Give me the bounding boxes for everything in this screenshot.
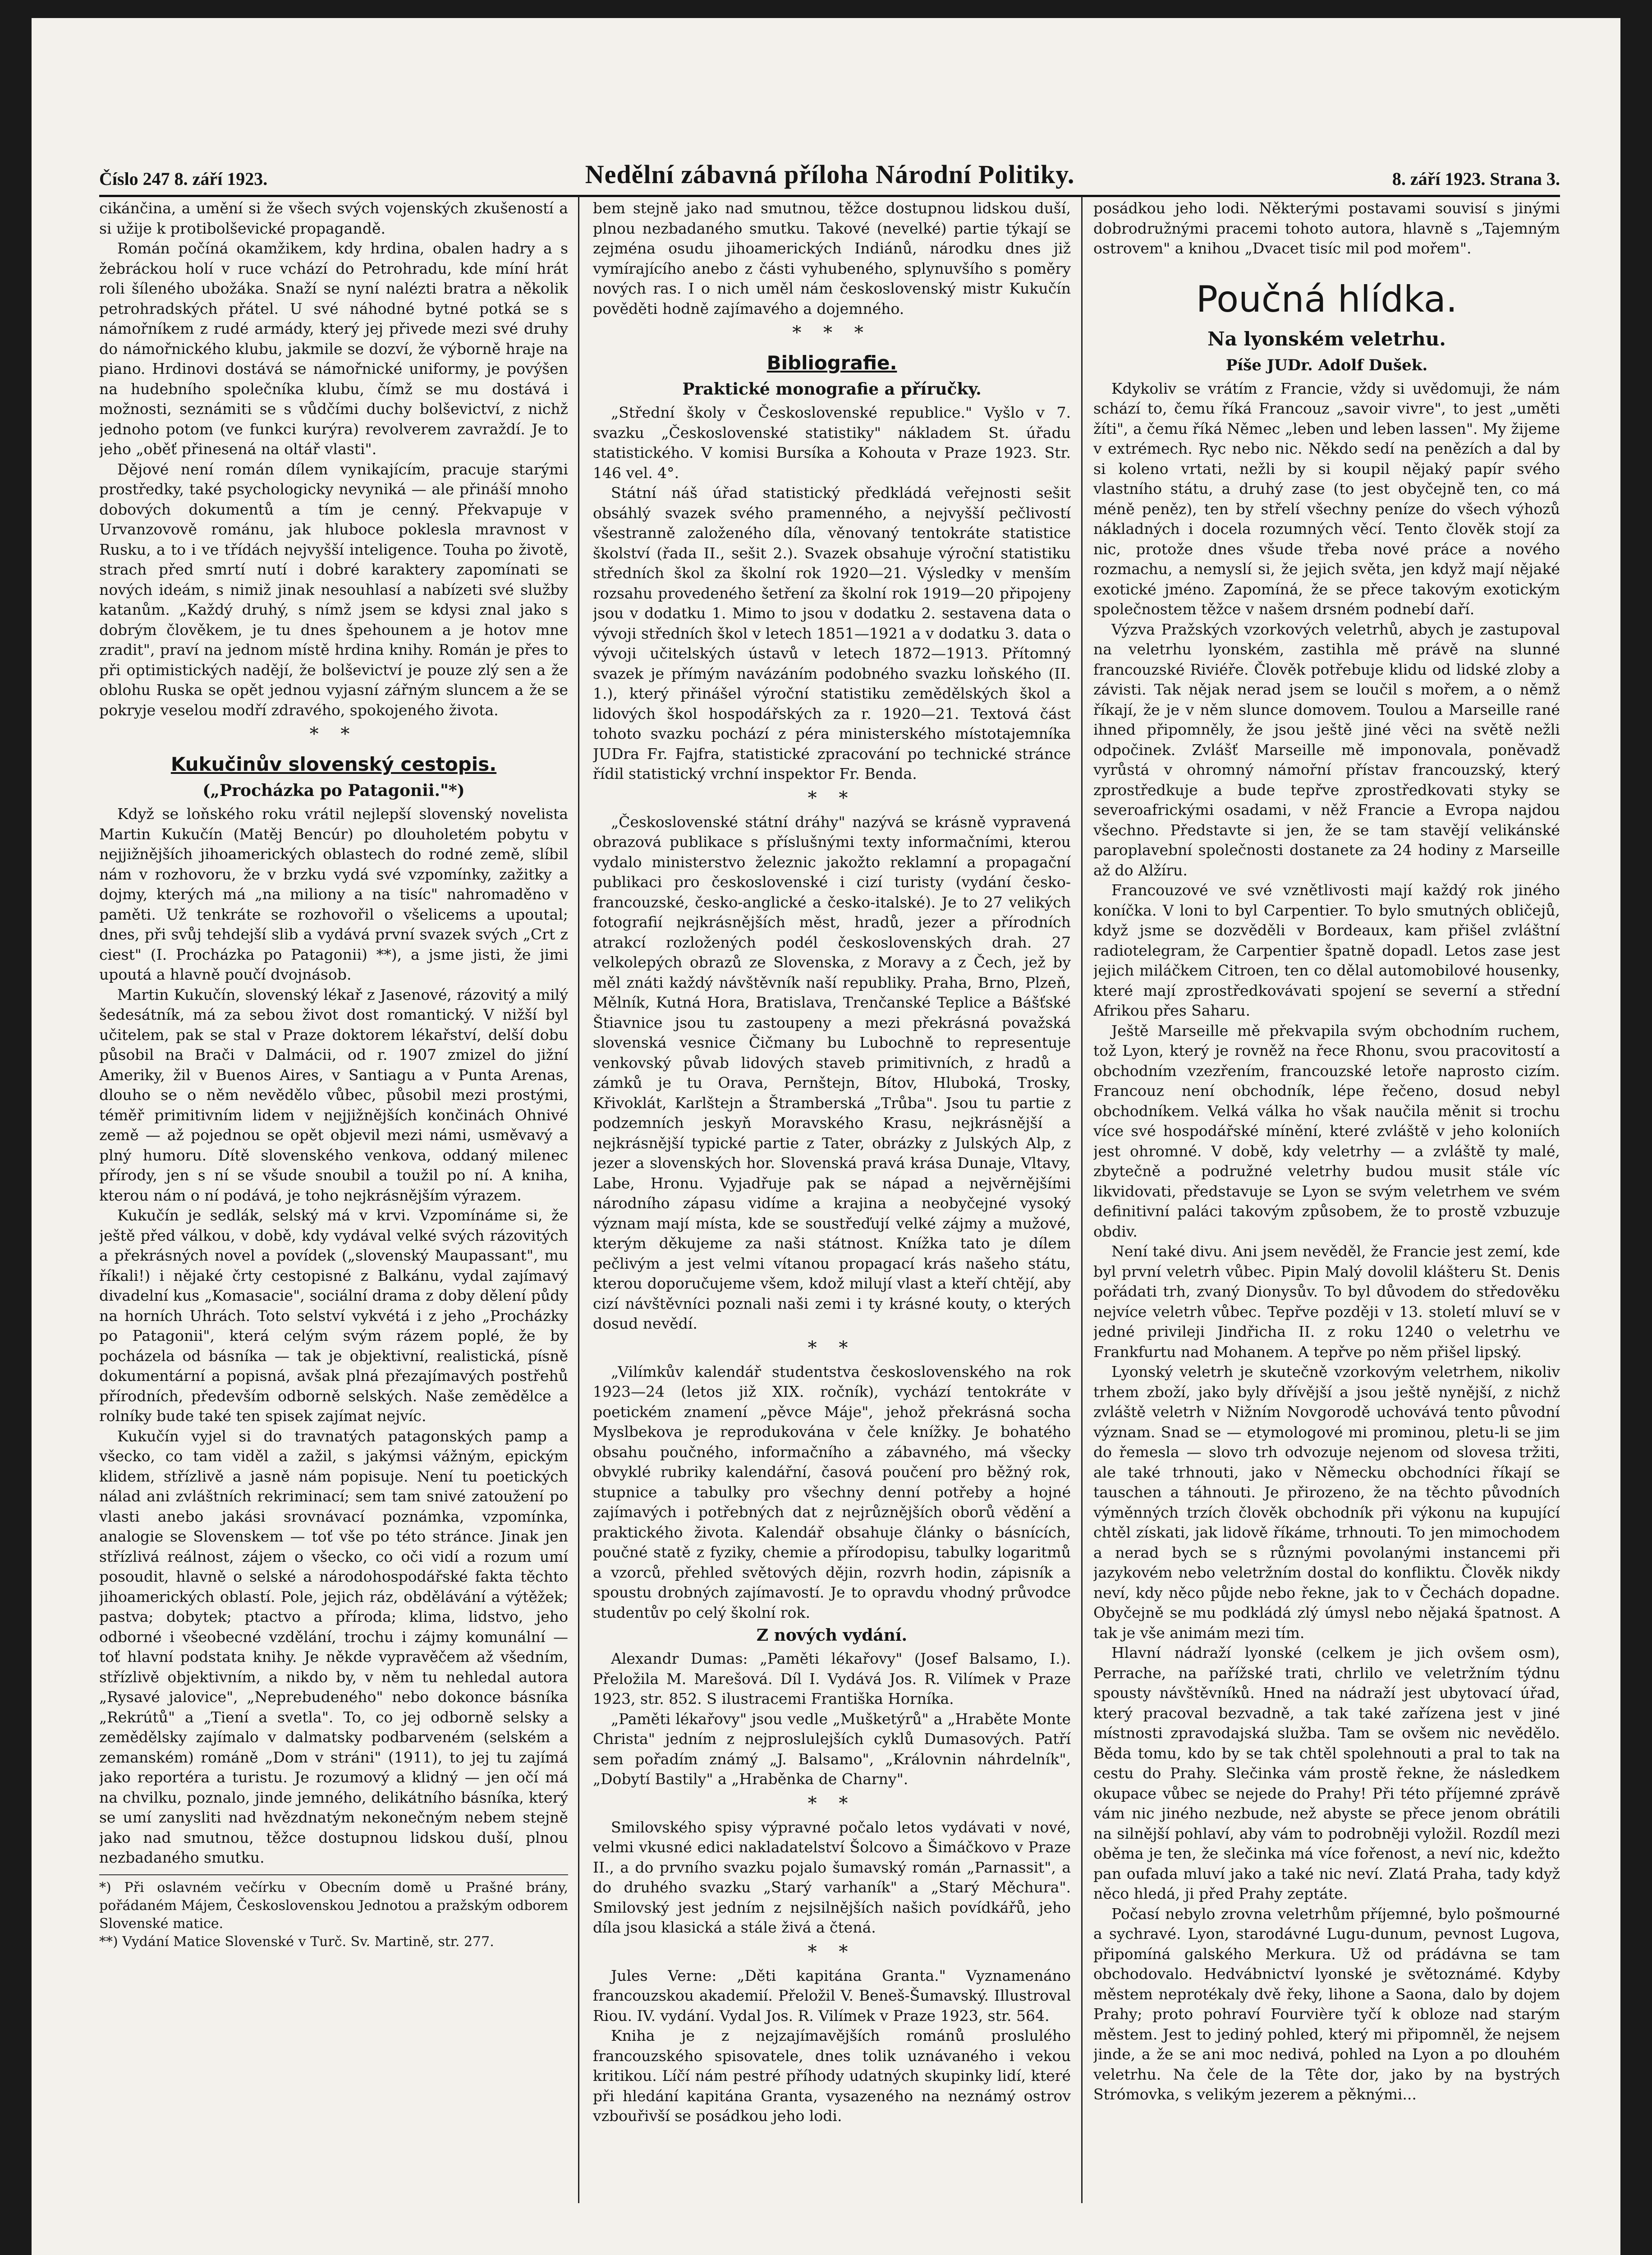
paragraph: Kniha je z nejzajímavějších románů proslulého francouzského spisovatele, dnes tolik uznávaného i vekou kritikou. Líčí nám pestré příhody udatných skupinky lidí, které při hledání kapitána Granta, vysazeného na neznámý ostrov vzbouřivší se posádkou jeho lodi. [593,2027,1071,2125]
paragraph: Kukučín vyjel si do travnatých patagonských pamp a všecko, co tam viděl a zažil, s jakýmsi vážným, epickým klidem, střízlivě a jasně nám popisuje. Není tu poetických nálad ani zvláštních rekriminací; sem tam snivé zatoužení po vlasti anebo jakási srovnávací poznámka, vzpomínka, analogie se Slovenskem — toť vše po této stránce. Jinak jen střízlivá reálnost, zájem o všecko, co oči vidí a rozum umí posoudit, hlavně o selské a národohospodářské fakta těchto jihoamerických oblastí. Pole, jejich ráz, obdělávání a výtěžek; pastva; dobytek; ptactvo a příroda; klima, lidstvo, jeho odborné i všeobecné vzdělání, trochu i zájmy komunální — toť hlavní podstata knihy. Je někde vypravěčem až všedním, střízlivě objektivním, a nikdo by, v něm tu nehledal autora „Rysavé jalovice", „Neprebudeného" nebo dokonce básníka „Rekrútů" a „Tiení a svetla". To, co jej odborně selsky a zemědělsky zajímalo v dalmatsky podbarveném (selském a zemanském) románě „Dom v stráni" (1911), to jej tu zajímá jako reportéra a turistu. Je rozumový a klidný — jen očí má na chvilku, poznalo, jinde jemného, delikátního básníka, který se umí zanysliti nad hvězdnatým nekonečným nebem stejně jako nad smutnou, těžce dostupnou lidskou duší, plnou nezbadaného smutku. [99,1427,568,1866]
footnotes [99,1874,568,1951]
paragraph: bem stejně jako nad smutnou, těžce dostupnou lidskou duší, plnou nezbadaného smutku. Takové (nevelké) partie týkají se zejména osudu jihoamerických Indiánů, národku dnes již vymírajícího anebo z části vyhubeného, splynuvšího s poměry nových ras. I o nich uměl nám československý mistr Kukučín pověděti hodně zajímavého a dojemného. [593,199,1071,318]
article-author: Píše JUDr. Adolf Dušek. [1225,356,1428,374]
paragraph: Román počíná okamžikem, kdy hrdina, obalen hadry a s žebráckou holí v ruce vchází do Petrohradu, kde míní hrát roli šíleného ubožáka. Snaží se nyní nalézti bratra a několik petrohradských přátel. U své náhodné bytné potká se s námořníkem z rudé armády, který jej přivede mezi své druhy do námořnického klubu, jakmile se dozví, že výborně hraje na piano. Hrdinovi dostává se námořnické uniformy, je povýšen na hudebního společníka klubu, čímž se mu dostává i možnosti, seznámiti se s vůdčími duchy bolševictví, z nichž jednoho potom (ve funkci kurýra) revolverem zavraždí. Je to jeho „oběť přinesená na oltář vlasti". [99,239,568,458]
paragraph: posádkou jeho lodi. Některými postavami souvisí s jinými dobrodružnými pracemi tohoto autora, hlavně s „Tajemným ostrovem" a knihou „Dvacet tisíc mil pod mořem". [1093,199,1560,257]
footnote: **) Vydání Matice Slovenské v Turč. Sv. Martině, str. 277. [99,1933,494,1950]
paragraph: Když se loňského roku vrátil nejlepší slovenský novelista Martin Kukučín (Matěj Bencúr) po dlouholetém pobytu v nejjižnějších jihoamerických oblastech do rodné země, slíbil nám v rozhovoru, že v brzku vydá své vzpomínky, zažitky a dojmy, kterých má „na miliony a na tisíc" nahromaděno v paměti. Už tenkráte se rozhovořil o všelicems a upoutal; dnes, při svůj tehdejší slib a vydává první svazek svých „Crt z ciest" (I. Procházka po Patagonii) **), a jsme jisti, že jimi upoutá a hlavně poučí dvojnásob. [99,805,568,983]
paragraph: „Československé státní dráhy" nazývá se krásně vypravená obrazová publikace s příslušnými texty informačními, kterou vydalo ministerstvo železnic jakožto reklamní a propagační publikaci pro československé i cizí turisty (vydání česko-francouzské, česko-anglické a česko-italské). Je to 27 velikých fotografií nejkrásnějších měst, hradů, jezer a přírodních atrakcí rozložených podél československých drah. 27 velkolepých obrazů ze Slovenska, z Moravy a z Čech, jež by měl znáti každý návštěvník naší republiky. Praha, Brno, Plzeň, Mělník, Kutná Hora, Bratislava, Trenčanské Teplice a Bášťské Štiavnice jsou tu zastoupeny a mezi překrásná považská slovenská vesnice Čičmany bu Lubochně to representuje venkovský půvab lidových staveb primitivních, z hradů a zámků je tu Orava, Pernštejn, Bítov, Hluboká, Trosky, Křivoklát, Karlštejn a Štramberská „Trůba". Jsou tu partie z podzemních jeskyň Moravského Krasu, nejkrásnější a nejkrásnější typické partie z Tater, obrázky z Julských Alp, z jezer a slovenských hor. Slovenská pravá krása Dunaje, Vltavy, Labe, Hronu. Vyjadřuje pak se nápad a nejvěrnějšími národního zápasu vidíme a krajina a neobyčejné vysoký význam mají místa, kde se soustřeďují velké zájmy a mužové, kterým děkujeme za naši státnost. Knížka tato je dílem pečlivým a jest velmi vítanou propagací krás našeho státu, kterou doporučujeme všem, kdož milují vlast a kteří chtějí, aby cizí návštěvníci poznali naši zemi i ty krásné kouty, o kterých dosud nevědí. [593,813,1071,1332]
section-separator: * * [808,1793,856,1814]
paragraph: „Vilímkův kalendář studentstva československého na rok 1923—24 (letos již XIX. ročník), vychází tentokráte v poetickém znamení „pěvce Máje", jehož překrásná socha Myslbekova je reprodukována v čele knížky. Je bohatého obsahu poučného, informačního a zábavného, má všecky obvyklé rubriky kalendářní, časová poučení pro běžný rok, stupnice a tabulky pro všechny denní potřeby a hojné zajímavých i potřebných dat z nejrůznějších oborů vědění a praktického života. Kalendář obsahuje články o básnících, poučné statě z fyziky, chemie a přírodopisu, tabulky logaritmů a vzorců, přehled světových dějin, rozvrh hodin, zápisník a spoustu drobných zajímavostí. Je to opravdu vhodný průvodce studentův po celý školní rok. [593,1362,1071,1621]
paragraph: Není také divu. Ani jsem nevěděl, že Francie jest zemí, kde byl první veletrh vůbec. Pipin Malý dovolil klášteru St. Denis pořádati trh, zvaný Dionysův. To byl důvodem do středověku nejvíce veletrh vůbec. Tepřve později v 13. století mluví se v jedné privileji Jindřicha II. z roku 1240 o veletrhu ve Frankfurtu nad Mohanem. A tepřve po něm přišel lipský. [1093,1243,1560,1361]
column-3 [1093,198,1560,2201]
section-subtitle: Praktické monografie a příručky. [682,380,982,399]
paragraph: Počasí nebylo zrovna veletrhům příjemné, bylo pošmourné a sychravé. Lyon, starodávné Lugu-dunum, pevnost Lugova, připomíná galského Merkura. Už od prádávna se tam obchodovalo. Hedvábnictví lyonské je světoznámé. Kdyby městem neprotékaly dvě řeky, lihone a Saona, dalo by dojem Prahy; proto pohraví Fourvière tyčí k obloze nad starým městem. Jest to jediný pohled, který mi připomněl, že nejsem jinde, a že se ani moc nedivá, pohled na Lyon a po dlouhém veletrhu. Na čele de la Tête dor, jako by na bystrých Strómovka, s velikým jezerem a pěknými... [1093,1905,1560,2103]
header-rule [99,195,1560,197]
article-title: Na lyonském veletrhu. [1207,327,1446,350]
page-header [99,153,1560,189]
paragraph: Alexandr Dumas: „Paměti lékařovy" (Josef Balsamo, I.). Přeložila M. Marešová. Díl I. Vydává Jos. R. Vilímek v Praze 1923, str. 852. S ilustracemi Františka Horníka. [593,1650,1071,1707]
paragraph: cikánčina, a umění si že všech svých vojenských zkušeností a si užije k protibolševické propagandě. [99,199,568,237]
section-subtitle-new-editions: Z nových vydání. [756,1626,908,1645]
paragraph: Ještě Marseille mě překvapila svým obchodním ruchem, tož Lyon, který je rovněž na řece Rhonu, svou pracovitostí a obchodním vzezřením, francouzské letoře naprosto cizím. Francouz není obchodník, lépe řečeno, dosud nebyl obchodníkem. Velká válka ho však naučila měnit si trochu více své hospodářské mínění, které zvláště v jeho koloniích jest ohromné. V době, kdy veletrhy — a zvláště ty malé, zbytečně a podružné veletrhy budou musit stále víc likvidovati, představuje se Lyon se svým veletrhem ve svém definitivní paláci takovým způsobem, že to prostě vzbuzuje obdiv. [1093,1022,1560,1240]
paragraph: Dějové není román dílem vynikajícím, pracuje starými prostředky, také psychologicky nevyniká — ale přináší mnoho dobových dokumentů a tím je cenný. Překvapuje v Urvanzovově románu, jak hluboce poklesla mravnost v Rusku, a to i ve třídách nejvyšší inteligence. Touha po životě, strach před smrtí nutí i dobré karaktery zapomínati se nových ideám, s nimiž jinak nesouhlasí a nabízeti své služby katanům. „Každý druhý, s nímž jsem se kdysi znal jako s dobrým člověkem, je tu dnes špehounem a je hotov mne zradit", praví na jednom místě hrdina knihy. Román je přes to při optimistických nadějí, že bolševictví je pouze zlý sen a že oblohu Ruska se opět jednou vyjasní zářným sluncem a že se pokryje veselou modří zdravého, spokojeného života. [99,460,568,719]
column-1 [99,198,568,2201]
paragraph: Státní náš úřad statistický předkládá veřejnosti sešit obsáhlý svazek svého pramenného, a nejvyšší pečlivostí všestranně založeného díla, věnovaný tentokráte statistice školství (řada II., sešit 2.). Svazek obsahuje výroční statistiku středních škol za školní rok 1920—21. Výsledky v menším rozsahu provedeného šetření za školní rok 1919—20 připojeny jsou v dodatku 1. Mimo to jsou v dodatku 2. sestavena data o vývoji středních škol v letech 1851—1921 a v dodatku 3. data o vývoji učitelských ústavů v letech 1872—1913. Přítomný svazek je přímým navázáním podobného svazku loňského (II. 1.), který přinášel výroční statistiku zemědělských škol a lidových škol hospodářských za r. 1920—21. Textová část tohoto svazku pochází z péra ministerského místotajemníka JUDra Fr. Fajfra, statistické zpracování po technické stránce řídil statistický vrchní inspektor Fr. Benda. [593,484,1071,782]
header-issue-date: Číslo 247 8. září 1923. [99,169,268,189]
paragraph: Francouzové ve své vznětlivosti mají každý rok jiného koníčka. V loni to byl Carpentier. To bylo smutných obličejů, když jsme se dozvěděli v Bordeaux, kam přišel zvláštní radiotelegram, že Carpentier špatně dopadl. Letos zase jest jejich miláčkem Citroen, ten co dělal automobilové housenky, které mají zprostředkovávati spojení se severní a střední Afrikou přes Saharu. [1093,881,1560,1019]
footnote: *) Při oslavném večírku v Obecním domě u Prašné brány, pořádaném Májem, Československou Jednotou a pražským odborem Slovenské matice. [99,1879,568,1932]
paragraph: Jules Verne: „Děti kapitána Granta." Vyznamenáno francouzskou akademií. Přeložil V. Beneš-Šumavský. Illustroval Riou. IV. vydání. Vydal Jos. R. Vilímek v Praze 1923, str. 564. [593,1966,1071,2025]
section-separator: * * [808,787,856,809]
section-title-poucna-hlidka: Poučná hlídka. [1196,278,1458,320]
article-title: Kukučinův slovenský cestopis. [170,753,497,775]
column-rule [578,196,579,2203]
section-separator: * * [808,1941,856,1962]
section-title-bibliography: Bibliografie. [766,352,897,374]
header-date-page: 8. září 1923. Strana 3. [1392,169,1560,189]
paragraph: Martin Kukučín, slovenský lékař z Jasenové, rázovitý a milý šedesátník, má za sebou život dost romantický. V nižší byl učitelem, pak se stal v Praze doktorem lékařství, delší dobu působil na Brači v Dalmácii, od r. 1907 zmizel do jižní Ameriky, žil v Buenos Aires, v Santiagu a v Punta Arenas, dlouho se o něm nevědělo vůbec, působil mezi prostými, téměř primitivním lidem v nejjižnějších končinách Ohnivé země — až pojednou se opět objevil mezi námi, usměvavý a plný humoru. Dítě slovenského venkova, oddaný milenec přírody, jen s ní se všude snoubil a toužil po ní. A kniha, kterou nám o ní podává, je toho nejkrásnějším výrazem. [99,985,568,1204]
section-separator: * * * [792,322,872,343]
paragraph: Kdykoliv se vrátím z Francie, vždy si uvědomuji, že nám schází to, čemu říká Francouz „savoir vivre", to jest „uměti žíti", a čemu říká Němec „leben und leben lassen". My žijeme v extrémech. Ryc nebo nic. Někdo sedí na penězích a dal by si koleno vrtati, nežli by si koupil nějaký papír svého vlastního státu, a druhý zase (to jest obyčejně ten, co má méně peněz), ten by střelí všechny peníze do všech výhozů nákladných i docela rozumných věcí. Tento člověk stojí za nic, protože dnes všude třeba nové práce a nového rozmachu, a nemyslí si, že jejich světa, jen když mají nějaké exotické jméno. Zapomíná, že se přece takovým exotickým společnostem těžce v našem drsném podnebí daří. [1093,379,1560,618]
paragraph: „Paměti lékařovy" jsou vedle „Mušketýrů" a „Hraběte Monte Christa" jedním z nejproslulejších cyklů Dumasových. Patří sem pořadím známý „J. Balsamo", „Královnin náhrdelník", „Dobytí Bastily" a „Hraběnka de Charny". [593,1710,1071,1788]
paragraph: Výzva Pražských vzorkových veletrhů, abych je zastupoval na veletrhu lyonském, zastihla mě právě na slunné francouzské Riviéře. Člověk potřebuje klidu od lidské zloby a závisti. Tak nějak nerad jsem se loučil s mořem, a o němž říkají, že je v něm slunce domovem. Toulou a Marseille rané ihned připomněly, že jsou ještě jiné věci na světě nežli odpočinek. Zvlášť Marseille mě imponovala, poněvadž vyrůstá v ohromný námořní přístav francouzský, který zprostředkuje a bude tepřve zprostředkovati styky se severoafrickými osadami, v něž Francie a Evropa najdou všechno. Představte si jen, že se tam stavějí velikánské paroplavební společnosti dostanete za 24 hodiny z Marseille až do Alžíru. [1093,620,1560,879]
paragraph: Hlavní nádraží lyonské (celkem je jich ovšem osm), Perrache, na pařížské trati, chrlilo ve veletržním týdnu spousty návštěvníků. Hned na nádraží jest ubytovací úřad, který pracoval bezvadně, a tak také zařízena jest v jiné místnosti zpravodajská služba. Tam se ovšem nic nevědělo. Běda tomu, kdo by se tak chtěl spolehnouti a pral to tak na cestu do Prahy. Slečinka vám prostě řekne, že následkem okupace vůbec se nejede do Prahy! Při této příjemné zprávě vám nic jiného nezbude, než abyste se přece jenom obrátili na silnější pohlaví, aby vám to podrobněji vyložil. Rozdíl mezi oběma je ten, že slečinka má více fořenost, a neví nic, kdežto pan oufada mluví jako a také nic neví. Zlatá Praha, tady když něco hledá, ji před Prahy zeptáte. [1093,1644,1560,1902]
column-2 [593,198,1071,2201]
paragraph: Lyonský veletrh je skutečně vzorkovým veletrhem, nikoliv trhem zboží, jako byly dřívější a jsou ještě nynější, z nichž zvláště veletrh v Nižním Novgorodě uchovává tento původní význam. Snad se — etymologové mi prominou, pletu-li se jim do řemesla — slovo trh odvozuje nejenom od slovesa tržiti, ale také trhnouti, jako v Německu obchodníci říkají se tauschen a táhnouti. Je přirozeno, že na těchto původních výměnných trzích člověk obchodník při výkonu na kupující chtěl získati, jak lidově říkáme, trhnouti. To jen mimochodem a nerad bych se s různými povolanými instancemi při jazykovém nebo veletržním dostal do konfliktu. Člověk nikdy neví, kdy něco půjde nebo řekne, jak to v Čechách dopadne. Obyčejně se mu podkládá zlý úmysl nebo nějaká špatnost. A tak je vše animám mezi tím. [1093,1363,1560,1642]
paragraph: Smilovského spisy výpravné počalo letos vydávati v nové, velmi vkusné edici nakladatelství Šolcovo a Šimáčkovo v Praze II., a do prvního svazku pojalo šumavský román „Parnassit", a do druhého svazku „Starý varhaník" a „Starý Měchura". Smilovský jest jedním z nejsilnějších našich povídkářů, jeho díla jsou klasická a stále živá a čtená. [593,1818,1071,1936]
newspaper-page [32,18,1620,2255]
column-rule [1081,196,1083,2203]
section-separator: * * [309,724,358,745]
paragraph: „Střední školy v Československé republice." Vyšlo v 7. svazku „Československé statistiky" nákladem St. úřadu statistického. V komisi Bursíka a Kohouta v Praze 1923. Str. 146 vel. 4°. [593,404,1071,482]
section-separator: * * [808,1337,856,1358]
paragraph: Kukučín je sedlák, selský má v krvi. Vzpomínáme si, že ještě před válkou, v době, kdy vydával velké svých rázovitých a překrásných novel a povídek („slovenský Maupassant", mu říkali!) i nějaké črty cestopisné z Balkánu, vydal zajímavý divadelní kus „Komasacie", sociální drama z doby dělení půdy na horních Uhrách. Toto selství vykvétá i z jeho „Procházky po Patagonii", která celým svým rázem poplé, že by pocházela od básníka — tak je objektivní, realistická, písně dokumentární a popisná, avšak plná přezajímavých postřehů přírodních, především odborně selských. Naše zemědělce a rolníky bude také ten spisek zajímat nejvíc. [99,1206,568,1425]
header-masthead: Nedělní zábavná příloha Národní Politiky. [585,160,1075,189]
article-subtitle: („Procházka po Patagonii."*) [202,781,465,800]
